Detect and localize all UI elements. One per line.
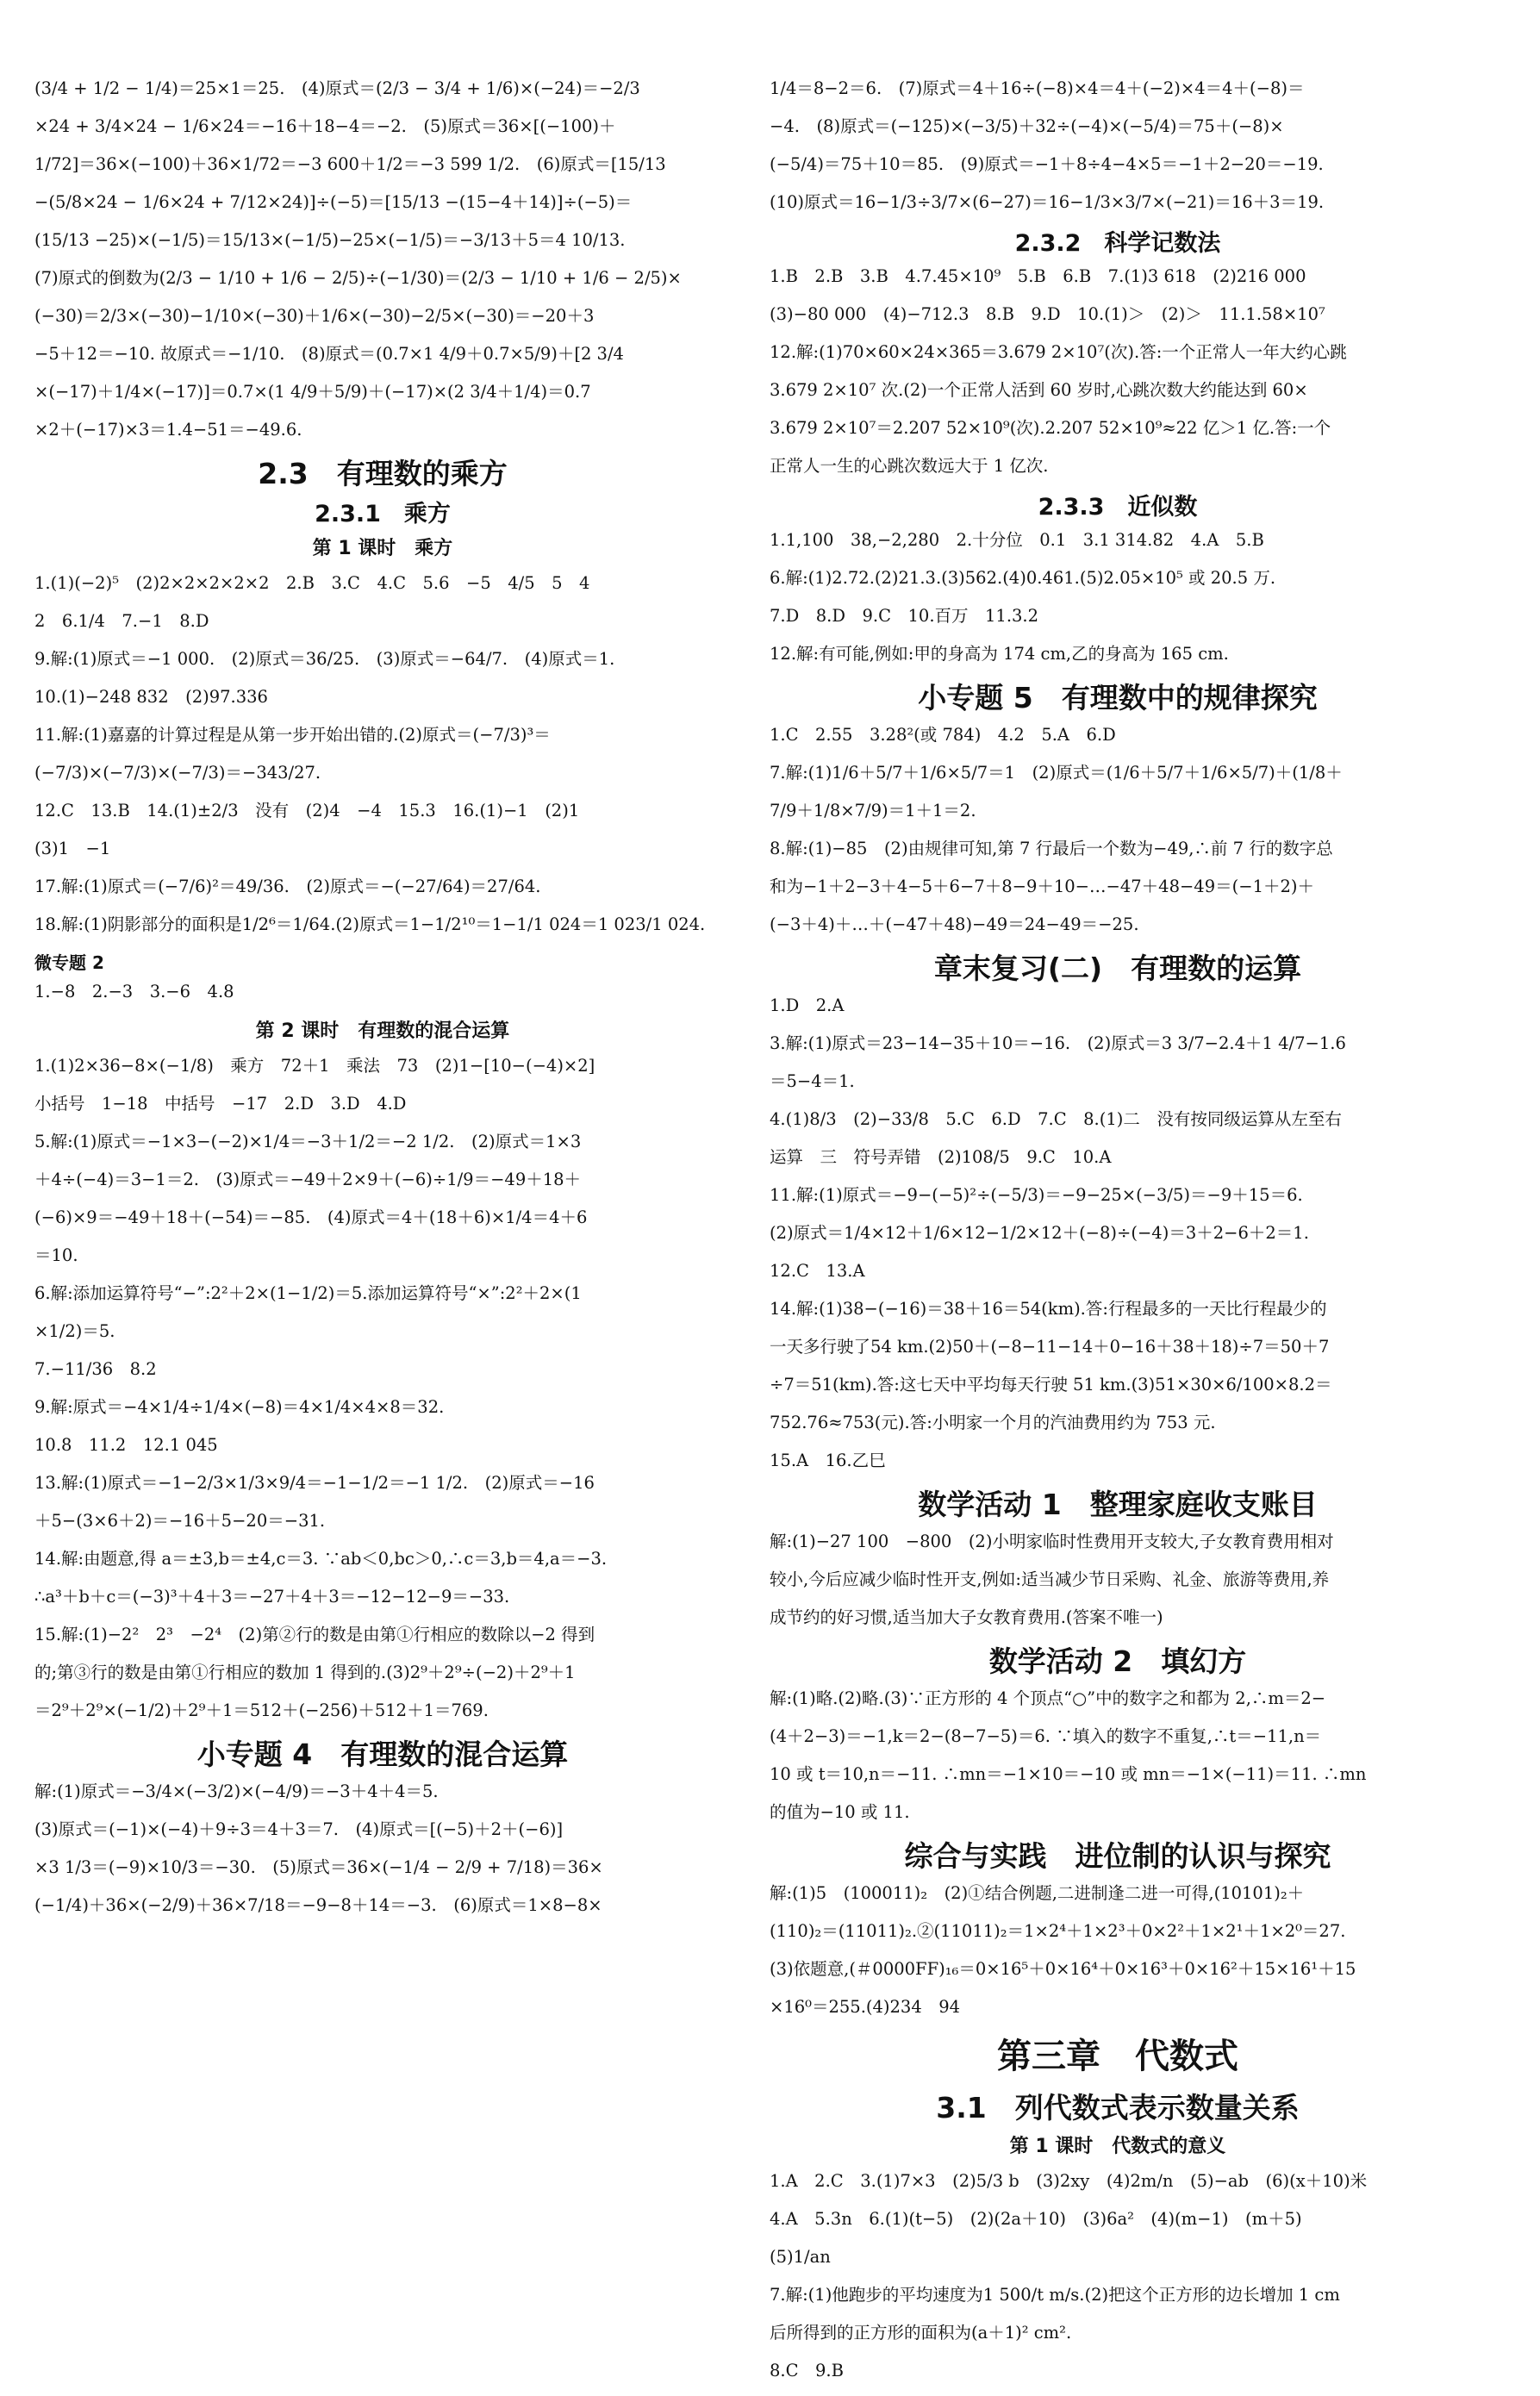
answer-line: ×3 1/3＝(−9)×10/3＝−30. (5)原式＝36×(−1/4 − 2/9 + 7/18)＝36× <box>34 1857 603 1877</box>
answer-line: ×2＋(−17)×3＝1.4−51＝−49.6. <box>34 420 302 440</box>
answer-line: 解:(1)5 (100011)₂ (2)①结合例题,二进制逢二进一可得,(10101)₂＋ <box>770 1883 1305 1903</box>
answer-line: 15.A 16.乙巳 <box>770 1451 886 1470</box>
section-heading: 综合与实践 进位制的认识与探究 <box>904 1839 1331 1873</box>
answer-line: 的值为−10 或 11. <box>770 1802 910 1822</box>
answer-line: 小括号 1−18 中括号 −17 2.D 3.D 4.D <box>34 1094 407 1114</box>
answer-line: 12.C 13.A <box>770 1261 865 1281</box>
answer-line: −(5/8×24 − 1/6×24 + 7/12×24)]÷(−5)＝[15/13 −(15−4＋14)]÷(−5)＝ <box>34 192 633 212</box>
answer-line: ＝10. <box>34 1245 78 1265</box>
answer-line: (110)₂＝(11011)₂.②(11011)₂＝1×2⁴＋1×2³＋0×2²＋1×2¹＋1×2⁰＝27. <box>770 1921 1346 1941</box>
answer-line: (−30)＝2/3×(−30)−1/10×(−30)＋1/6×(−30)−2/5×(−30)＝−20＋3 <box>34 306 595 326</box>
answer-line: 15.解:(1)−2² 2³ −2⁴ (2)第②行的数是由第①行相应的数除以−2 得到 <box>34 1625 595 1644</box>
lesson-heading: 第 1 课时 乘方 <box>312 538 453 559</box>
answer-line: 7.解:(1)他跑步的平均速度为1 500/t m/s.(2)把这个正方形的边长增加 1 cm <box>770 2285 1340 2305</box>
right-column <box>770 76 1466 2396</box>
subsection-heading: 2.3.2 科学记数法 <box>1014 230 1221 257</box>
answer-line: 解:(1)−27 100 −800 (2)小明家临时性费用开支较大,子女教育费用相对 <box>770 1532 1334 1551</box>
answer-line: 1.C 2.55 3.28²(或 784) 4.2 5.A 6.D <box>770 725 1116 745</box>
subsection-heading: 2.3.1 乘方 <box>315 501 451 527</box>
answer-line: 11.解:(1)嘉嘉的计算过程是从第一步开始出错的.(2)原式＝(−7/3)³＝ <box>34 725 551 745</box>
answer-line: ＝2⁹＋2⁹×(−1/2)＋2⁹＋1＝512＋(−256)＋512＋1＝769. <box>34 1700 489 1720</box>
answer-line: ×1/2)＝5. <box>34 1321 115 1341</box>
answer-line: 2 6.1/4 7.−1 8.D <box>34 611 209 631</box>
answer-line: 6.解:添加运算符号“−”:2²＋2×(1−1/2)＝5.添加运算符号“×”:2²＋2×(1 <box>34 1283 582 1303</box>
subsection-heading: 2.3.3 近似数 <box>1038 494 1198 521</box>
answer-line: ＋5−(3×6＋2)＝−16＋5−20＝−31. <box>34 1511 326 1531</box>
answer-line: 一天多行驶了54 km.(2)50＋(−8−11−14＋0−16＋38＋18)÷7＝50＋7 <box>770 1337 1330 1357</box>
answer-line: 10.8 11.2 12.1 045 <box>34 1435 218 1455</box>
answer-line: (3)−80 000 (4)−712.3 8.B 9.D 10.(1)＞ (2)＞ 11.1.58×10⁷ <box>770 304 1325 324</box>
section-heading: 数学活动 1 整理家庭收支账目 <box>918 1488 1318 1521</box>
topic-heading: 微专题 2 <box>34 952 104 973</box>
answer-line: 18.解:(1)阴影部分的面积是1/2⁶＝1/64.(2)原式＝1−1/2¹⁰＝1−1/1 024＝1 023/1 024. <box>34 914 706 934</box>
answer-line: 解:(1)原式＝−3/4×(−3/2)×(−4/9)＝−3＋4＋4＝5. <box>34 1781 439 1801</box>
answer-line: 1.1,100 38,−2,280 2.十分位 0.1 3.1 314.82 4.A 5.B <box>770 530 1264 550</box>
section-heading: 小专题 4 有理数的混合运算 <box>196 1738 569 1771</box>
answer-line: 3.679 2×10⁷ 次.(2)一个正常人活到 60 岁时,心跳次数大约能达到 60× <box>770 380 1308 400</box>
answer-line: 1/72]＝36×(−100)＋36×1/72＝−3 600＋1/2＝−3 599 1/2. (6)原式＝[15/13 <box>34 154 666 174</box>
answer-line: (−6)×9＝−49＋18＋(−54)＝−85. (4)原式＝4＋(18＋6)×1/4＝4＋6 <box>34 1207 588 1227</box>
answer-line: 17.解:(1)原式＝(−7/6)²＝49/36. (2)原式＝−(−27/64)＝27/64. <box>34 877 541 896</box>
answer-line: 6.解:(1)2.72.(2)21.3.(3)562.(4)0.461.(5)2.05×10⁵ 或 20.5 万. <box>770 568 1276 588</box>
section-heading: 3.1 列代数式表示数量关系 <box>936 2091 1300 2125</box>
left-column <box>34 76 731 1931</box>
answer-line: 12.解:(1)70×60×24×365＝3.679 2×10⁷(次).答:一个正常人一年大约心跳 <box>770 342 1347 362</box>
answer-line: 4.A 5.3n 6.(1)(t−5) (2)(2a＋10) (3)6a² (4)(m−1) (m＋5) <box>770 2209 1302 2229</box>
lesson-heading: 第 2 课时 有理数的混合运算 <box>255 1020 510 1042</box>
answer-line: ×16⁰＝255.(4)234 94 <box>770 1997 961 2017</box>
answer-line: 7.D 8.D 9.C 10.百万 11.3.2 <box>770 606 1039 626</box>
section-heading: 章末复习(二) 有理数的运算 <box>933 952 1302 985</box>
answer-line: 10 或 t＝10,n＝−11. ∴mn＝−1×10＝−10 或 mn＝−1×(−11)＝11. ∴mn <box>770 1764 1367 1784</box>
answer-line: 9.解:(1)原式＝−1 000. (2)原式＝36/25. (3)原式＝−64/7. (4)原式＝1. <box>34 649 615 669</box>
answer-line: 752.76≈753(元).答:小明家一个月的汽油费用约为 753 元. <box>770 1413 1216 1432</box>
answer-line: 1.B 2.B 3.B 4.7.45×10⁹ 5.B 6.B 7.(1)3 618 (2)216 000 <box>770 266 1306 286</box>
answer-line: 1.(1)2×36−8×(−1/8) 乘方 72＋1 乘法 73 (2)1−[10−(−4)×2] <box>34 1056 595 1076</box>
answer-line: ×(−17)＋1/4×(−17)]＝0.7×(1 4/9＋5/9)＋(−17)×(2 3/4＋1/4)＝0.7 <box>34 382 591 402</box>
answer-line: 14.解:由题意,得 a＝±3,b＝±4,c＝3. ∵ab＜0,bc＞0,∴c＝3,b＝4,a＝−3. <box>34 1549 608 1569</box>
answer-line: 运算 三 符号弄错 (2)108/5 9.C 10.A <box>770 1147 1112 1167</box>
answer-line: 7/9＋1/8×7/9)＝1＋1＝2. <box>770 801 976 821</box>
answer-line: 12.解:有可能,例如:甲的身高为 174 cm,乙的身高为 165 cm. <box>770 644 1229 664</box>
answer-line: 较小,今后应减少临时性开支,例如:适当减少节日采购、礼金、旅游等费用,养 <box>770 1569 1330 1589</box>
answer-line: 8.解:(1)−85 (2)由规律可知,第 7 行最后一个数为−49,∴前 7 行的数字总 <box>770 839 1333 858</box>
answer-line: 的;第③行的数是由第①行相应的数加 1 得到的.(3)2⁹＋2⁹÷(−2)＋2⁹＋1 <box>34 1663 576 1682</box>
answer-line: 3.解:(1)原式＝23−14−35＋10＝−16. (2)原式＝3 3/7−2.4＋1 4/7−1.6 <box>770 1033 1346 1053</box>
answer-line: 12.C 13.B 14.(1)±2/3 没有 (2)4 −4 15.3 16.(1)−1 (2)1 <box>34 801 580 821</box>
answer-line: (−7/3)×(−7/3)×(−7/3)＝−343/27. <box>34 763 321 783</box>
answer-line: (15/13 −25)×(−1/5)＝15/13×(−1/5)−25×(−1/5)＝−3/13＋5＝4 10/13. <box>34 230 626 250</box>
answer-line: −5＋12＝−10. 故原式＝−1/10. (8)原式＝(0.7×1 4/9＋0.7×5/9)＋[2 3/4 <box>34 344 624 364</box>
answer-line: 8.C 9.B <box>770 2361 844 2380</box>
answer-line: 1.D 2.A <box>770 995 845 1015</box>
answer-line: (10)原式＝16−1/3÷3/7×(6−27)＝16−1/3×3/7×(−21)＝16＋3＝19. <box>770 192 1325 212</box>
answer-line: 3.679 2×10⁷＝2.207 52×10⁹(次).2.207 52×10⁹≈22 亿＞1 亿.答:一个 <box>770 418 1331 438</box>
answer-line: 成节约的好习惯,适当加大子女教育费用.(答案不唯一) <box>770 1607 1163 1627</box>
answer-line: (3)1 −1 <box>34 839 111 858</box>
answer-line: −4. (8)原式＝(−125)×(−3/5)＋32÷(−4)×(−5/4)＝75＋(−8)× <box>770 116 1284 136</box>
answer-line: (−3＋4)＋…＋(−47＋48)−49＝24−49＝−25. <box>770 914 1139 934</box>
answer-line: ×24 + 3/4×24 − 1/6×24＝−16＋18−4＝−2. (5)原式＝36×[(−100)＋ <box>34 116 616 136</box>
answer-line: (2)原式＝1/4×12＋1/6×12−1/2×12＋(−8)÷(−4)＝3＋2−6＋2＝1. <box>770 1223 1309 1243</box>
answer-line: 14.解:(1)38−(−16)＝38＋16＝54(km).答:行程最多的一天比行程最少的 <box>770 1299 1327 1319</box>
lesson-heading: 第 1 课时 代数式的意义 <box>1009 2136 1226 2157</box>
answer-line: 1.−8 2.−3 3.−6 4.8 <box>34 982 234 1001</box>
answer-line: ∴a³＋b＋c＝(−3)³＋4＋3＝−27＋4＋3＝−12−12−9＝−33. <box>34 1587 510 1607</box>
chapter-heading: 第三章 代数式 <box>997 2037 1238 2076</box>
answer-line: 和为−1＋2−3＋4−5＋6−7＋8−9＋10−…−47＋48−49＝(−1＋2)＋ <box>770 877 1314 896</box>
answer-line: 1.A 2.C 3.(1)7×3 (2)5/3 b (3)2xy (4)2m/n (5)−ab (6)(x＋10)米 <box>770 2171 1368 2191</box>
answer-line: (5)1/an <box>770 2247 831 2267</box>
answer-line: (7)原式的倒数为(2/3 − 1/10 + 1/6 − 2/5)÷(−1/30)＝(2/3 − 1/10 + 1/6 − 2/5)× <box>34 268 682 288</box>
answer-line: 7.解:(1)1/6＋5/7＋1/6×5/7＝1 (2)原式＝(1/6＋5/7＋1/6×5/7)＋(1/8＋ <box>770 763 1343 783</box>
answer-line: (3)依题意,(＃0000FF)₁₆＝0×16⁵＋0×16⁴＋0×16³＋0×16²＋15×16¹＋15 <box>770 1959 1356 1979</box>
answer-line: 11.解:(1)原式＝−9−(−5)²÷(−5/3)＝−9−25×(−3/5)＝−9＋15＝6. <box>770 1185 1303 1205</box>
answer-line: 1/4＝8−2＝6. (7)原式＝4＋16÷(−8)×4＝4＋(−2)×4＝4＋(−8)＝ <box>770 78 1305 98</box>
answer-line: 4.(1)8/3 (2)−33/8 5.C 6.D 7.C 8.(1)二 没有按同级运算从左至右 <box>770 1109 1342 1129</box>
answer-line: (−5/4)＝75＋10＝85. (9)原式＝−1＋8÷4−4×5＝−1＋2−20＝−19. <box>770 154 1324 174</box>
section-heading: 数学活动 2 填幻方 <box>988 1644 1247 1678</box>
answer-line: 1.(1)(−2)⁵ (2)2×2×2×2×2 2.B 3.C 4.C 5.6 −5 4/5 5 4 <box>34 573 590 593</box>
answer-line: 5.解:(1)原式＝−1×3−(−2)×1/4＝−3＋1/2＝−2 1/2. (2)原式＝1×3 <box>34 1132 582 1151</box>
answer-line: 解:(1)略.(2)略.(3)∵正方形的 4 个顶点“○”中的数字之和都为 2,∴m＝2− <box>770 1688 1326 1708</box>
answer-line: ＋4÷(−4)＝3−1＝2. (3)原式＝−49＋2×9＋(−6)÷1/9＝−49＋18＋ <box>34 1170 582 1189</box>
answer-line: 正常人一生的心跳次数远大于 1 亿次. <box>770 456 1049 476</box>
answer-line: ＝5−4＝1. <box>770 1071 855 1091</box>
answer-line: 7.−11/36 8.2 <box>34 1359 157 1379</box>
answer-line: (4＋2−3)＝−1,k＝2−(8−7−5)＝6. ∵填入的数字不重复,∴t＝−11,n＝ <box>770 1726 1322 1746</box>
answer-line: 13.解:(1)原式＝−1−2/3×1/3×9/4＝−1−1/2＝−1 1/2. (2)原式＝−16 <box>34 1473 595 1493</box>
answer-line: 10.(1)−248 832 (2)97.336 <box>34 687 268 707</box>
answer-line: (3/4 + 1/2 − 1/4)＝25×1＝25. (4)原式＝(2/3 − 3/4 + 1/6)×(−24)＝−2/3 <box>34 78 640 98</box>
answer-line: (−1/4)＋36×(−2/9)＋36×7/18＝−9−8＋14＝−3. (6)原式＝1×8−8× <box>34 1895 602 1915</box>
answer-line: 9.解:原式＝−4×1/4÷1/4×(−8)＝4×1/4×4×8＝32. <box>34 1397 445 1417</box>
answer-line: ÷7＝51(km).答:这七天中平均每天行驶 51 km.(3)51×30×6/100×8.2＝ <box>770 1375 1332 1395</box>
answer-line: 后所得到的正方形的面积为(a＋1)² cm². <box>770 2323 1072 2343</box>
answer-line: (3)原式＝(−1)×(−4)＋9÷3＝4＋3＝7. (4)原式＝[(−5)＋2＋(−6)] <box>34 1819 564 1839</box>
section-heading: 2.3 有理数的乘方 <box>258 457 508 490</box>
section-heading: 小专题 5 有理数中的规律探究 <box>918 681 1318 714</box>
